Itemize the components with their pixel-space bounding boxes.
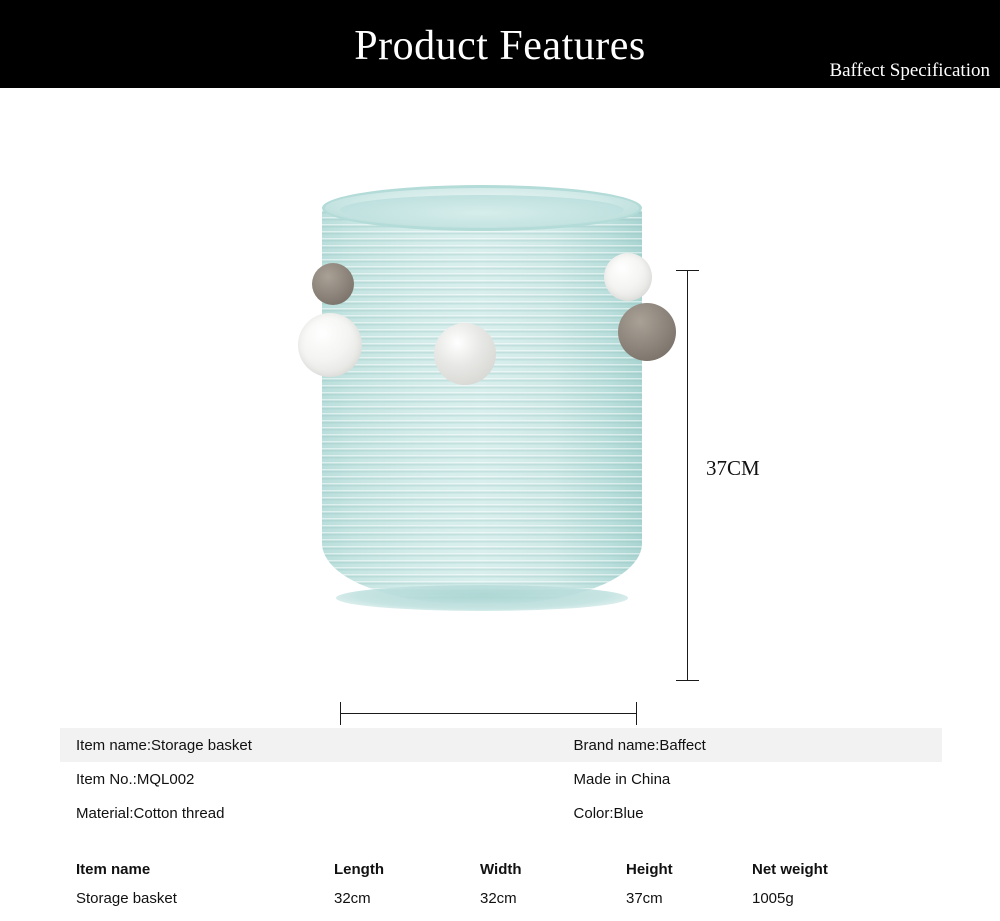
size-header-height: Height	[626, 861, 673, 878]
spec-right-2: Color:Blue	[573, 804, 644, 822]
basket-coil-texture	[322, 203, 642, 603]
spec-right-0: Brand name:Baffect	[558, 728, 942, 762]
width-dimension-line	[340, 713, 636, 714]
page-title: Product Features	[354, 23, 646, 69]
height-dimension-label: 37CM	[706, 456, 760, 480]
spec-left-1: Item No.:MQL002	[76, 770, 195, 788]
size-header-width: Width	[480, 861, 522, 878]
specification-table-wrap	[60, 728, 942, 830]
size-cell-height: 37cm	[626, 890, 663, 907]
size-header-length: Length	[334, 861, 384, 878]
specification-table	[60, 728, 942, 830]
spec-left-0: Item name:Storage basket	[60, 728, 558, 762]
height-dimension-tick-top	[676, 270, 699, 271]
pom-pom-grey-right	[618, 303, 676, 361]
spec-left-2: Material:Cotton thread	[76, 804, 225, 822]
width-dimension-tick-right	[636, 702, 637, 725]
size-cell-net-weight: 1005g	[752, 890, 794, 907]
spec-right-1: Made in China	[573, 770, 671, 788]
table-row	[60, 762, 942, 796]
height-dimension-line	[687, 270, 688, 680]
height-dimension-tick-bottom	[676, 680, 699, 681]
header-subtitle: Baffect Specification	[829, 60, 990, 81]
size-cell-length: 32cm	[334, 890, 371, 907]
size-header-item-name: Item name	[76, 861, 151, 878]
basket-rim-inner	[340, 195, 624, 225]
size-table-wrap	[60, 855, 942, 913]
table-row	[60, 884, 942, 913]
table-row	[60, 796, 942, 830]
size-table-header-row	[60, 855, 942, 884]
page-header	[0, 0, 1000, 88]
pom-pom-white-left	[298, 313, 362, 377]
size-cell-item-name: Storage basket	[76, 890, 177, 907]
basket-body	[322, 203, 642, 603]
product-image-area	[0, 88, 1000, 698]
width-dimension-tick-left	[340, 702, 341, 725]
pom-pom-white-right	[604, 253, 652, 301]
pom-pom-grey-upper-left	[312, 263, 354, 305]
size-header-net-weight: Net weight	[752, 861, 828, 878]
size-cell-width: 32cm	[480, 890, 517, 907]
storage-basket-illustration	[322, 173, 642, 613]
size-table	[60, 855, 942, 913]
pom-pom-white-center	[434, 323, 496, 385]
table-row	[60, 728, 942, 762]
basket-base-shading	[336, 585, 628, 611]
